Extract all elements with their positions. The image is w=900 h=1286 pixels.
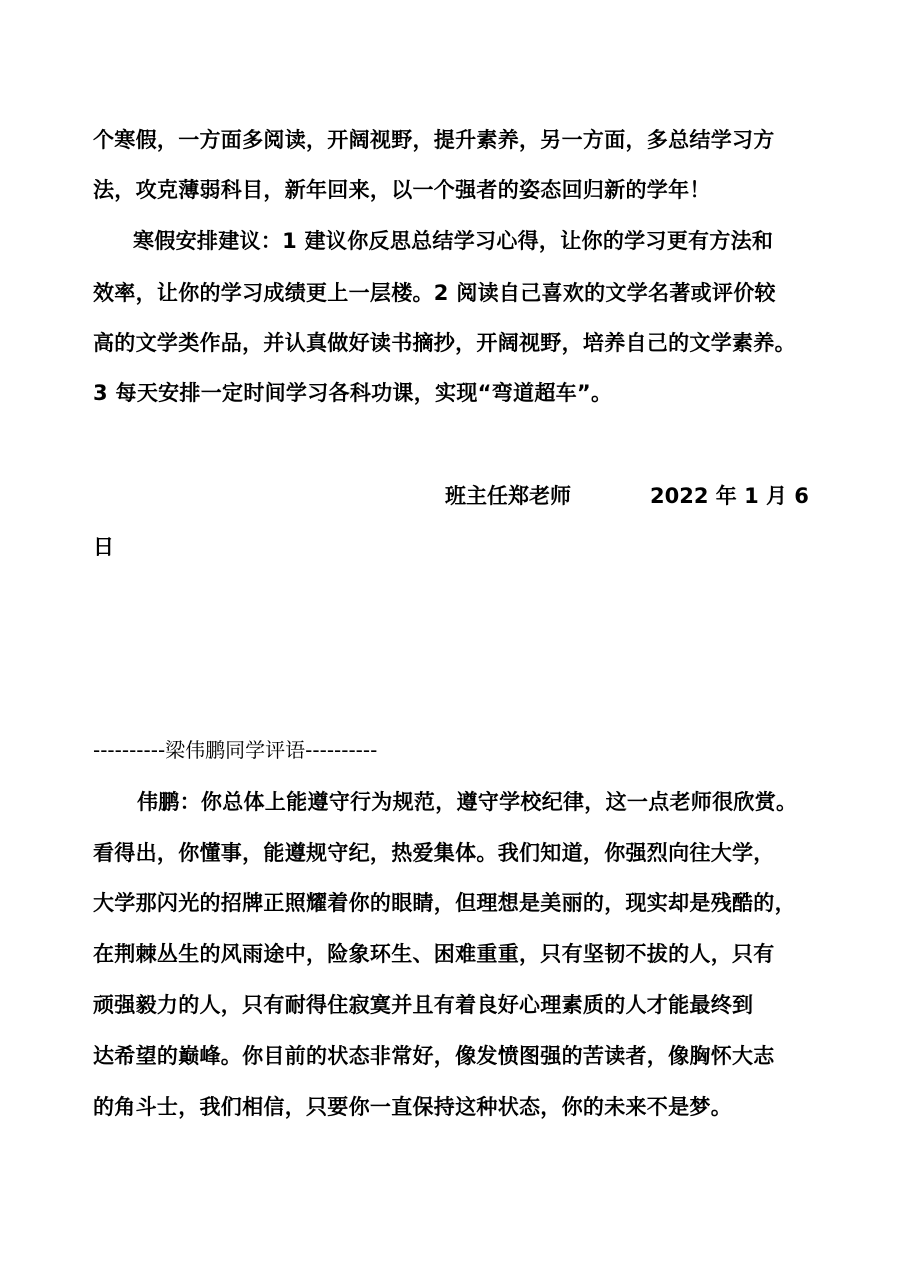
comment-line-4: 效率，让你的学习成绩更上一层楼。2 阅读自己喜欢的文学名著或评价较 xyxy=(93,281,776,305)
signature-date: 2022 年 1 月 6 xyxy=(650,484,809,508)
suggestion-heading-line: 寒假安排建议：1 建议你反思总结学习心得，让你的学习更有方法和 xyxy=(133,229,774,253)
student-comment-separator: ----------梁伟鹏同学评语---------- xyxy=(93,738,378,762)
student-comment-line-3: 大学那闪光的招牌正照耀着你的眼睛，但理想是美丽的，现实却是残酷的， xyxy=(93,891,796,915)
signature-date-day: 日 xyxy=(93,535,114,559)
student-comment-line-7: 的角斗士，我们相信，只要你一直保持这种状态，你的未来不是梦。 xyxy=(93,1095,732,1119)
student-comment-line-2: 看得出，你懂事，能遵规守纪，热爱集体。我们知道，你强烈向往大学， xyxy=(93,841,775,865)
comment-line-5: 高的文学类作品，并认真做好读书摘抄，开阔视野，培养自己的文学素养。 xyxy=(93,331,796,355)
comment-line-6: 3 每天安排一定时间学习各科功课，实现“弯道超车”。 xyxy=(93,381,613,405)
student-comment-line-1: 伟鹏：你总体上能遵守行为规范，遵守学校纪律，这一点老师很欣赏。 xyxy=(137,790,798,814)
comment-line-1: 个寒假，一方面多阅读，开阔视野，提升素养，另一方面，多总结学习方 xyxy=(93,128,775,152)
comment-line-2: 法，攻克薄弱科目，新年回来，以一个强者的姿态回归新的学年！ xyxy=(93,178,711,202)
student-comment-line-4: 在荆棘丛生的风雨途中，险象环生、困难重重，只有坚韧不拔的人，只有 xyxy=(93,942,775,966)
teacher-signature: 班主任郑老师 xyxy=(445,484,571,508)
student-comment-line-5: 顽强毅力的人，只有耐得住寂寞并且有着良好心理素质的人才能最终到 xyxy=(93,993,754,1017)
student-comment-line-6: 达希望的巅峰。你目前的状态非常好，像发愤图强的苦读者，像胸怀大志 xyxy=(93,1044,775,1068)
